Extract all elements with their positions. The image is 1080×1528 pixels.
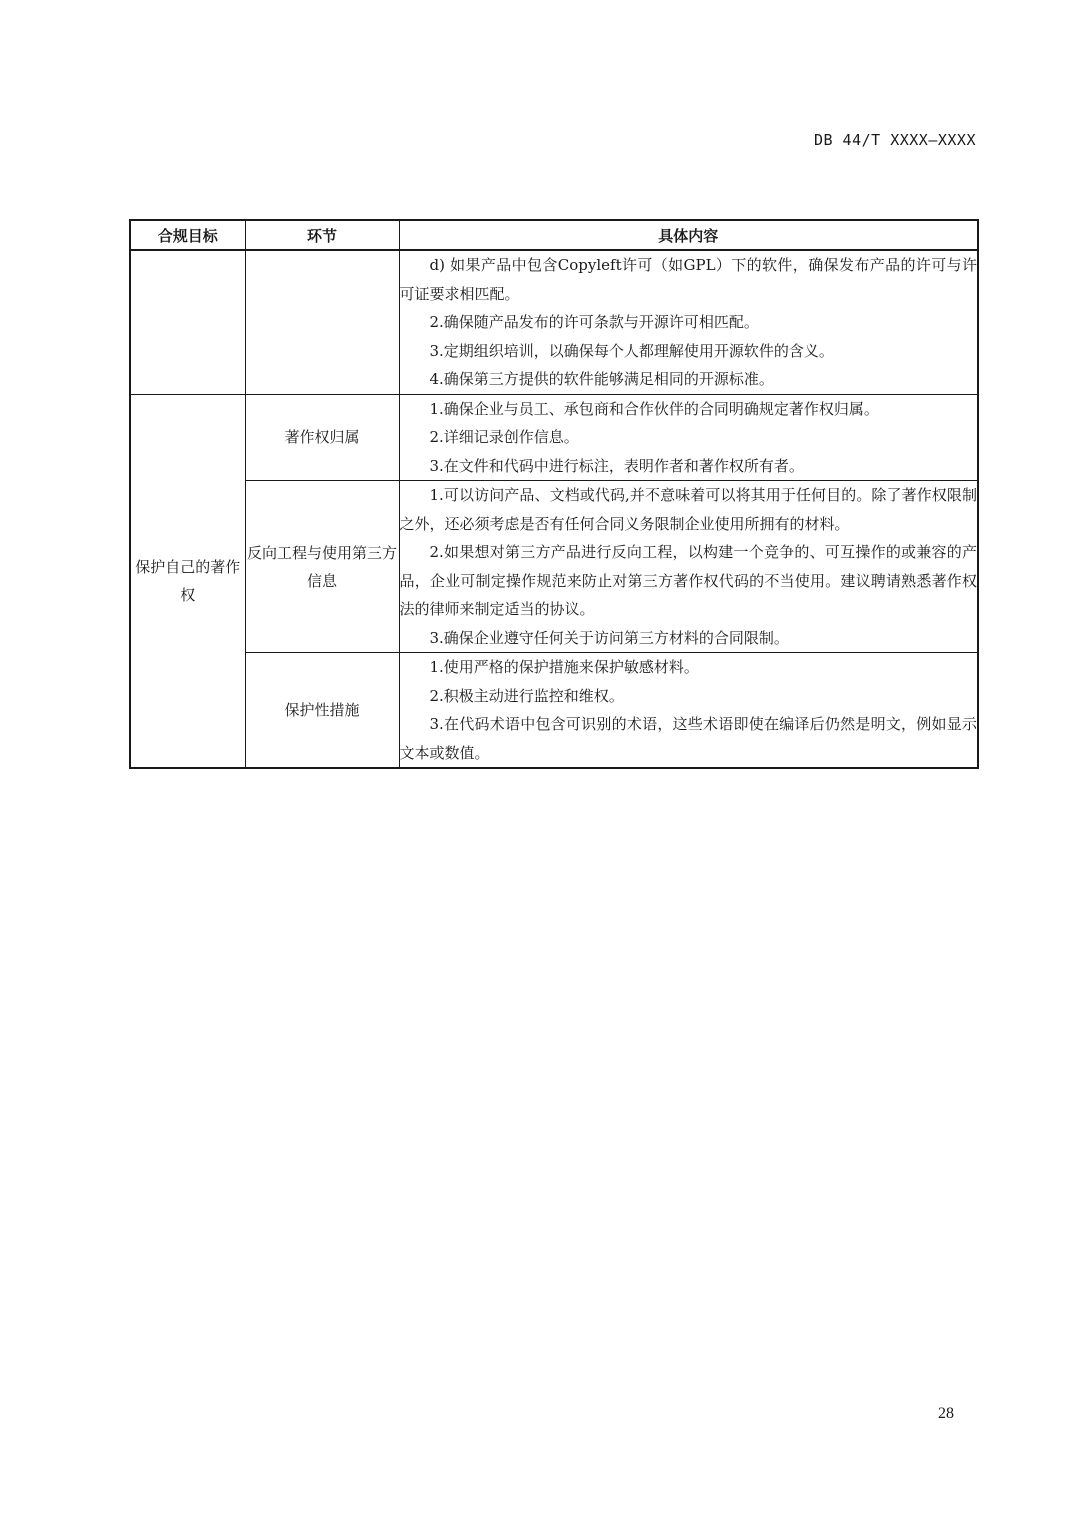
content-item: 1.可以访问产品、文档或代码,并不意味着可以将其用于任何目的。除了著作权限制之外，还必须考虑是否有任何合同义务限制企业使用所拥有的材料。 [399,486,977,533]
content-cell [399,653,978,769]
content-cell [399,394,978,481]
content-item: 3.在代码术语中包含可识别的术语，这些术语即使在编译后仍然是明文，例如显示文本或数值。 [399,715,977,762]
content-item: 1.确保企业与员工、承包商和合作伙伴的合同明确规定著作权归属。 [429,399,879,418]
header-stage: 环节 [245,220,399,250]
stage-cell-continued [245,250,399,394]
content-cell [399,250,978,394]
stage-cell-reverse-engineering: 反向工程与使用第三方信息 [245,481,399,653]
table-header-row [130,220,978,250]
content-item: 2.确保随产品发布的许可条款与开源许可相匹配。 [429,313,759,331]
document-code: DB 44/T XXXX—XXXX [813,131,976,149]
content-item: d) 如果产品中包含Copyleft许可（如GPL）下的软件，确保发布产品的许可与许可证要求相匹配。 [399,256,977,303]
stage-cell-protective-measures: 保护性措施 [245,653,399,769]
content-item: 3.确保企业遵守任何关于访问第三方材料的合同限制。 [429,628,789,647]
content-item: 1.使用严格的保护措施来保护敏感材料。 [429,658,699,676]
content-item: 4.确保第三方提供的软件能够满足相同的开源标准。 [429,370,774,388]
table-row [130,250,978,394]
content-item: 3.在文件和代码中进行标注，表明作者和著作权所有者。 [429,456,804,475]
compliance-table [129,219,979,769]
stage-cell-copyright-ownership: 著作权归属 [245,394,399,481]
content-item: 2.积极主动进行监控和维权。 [429,686,624,705]
table-row [130,481,978,653]
table-row [130,653,978,769]
header-compliance-goal: 合规目标 [130,220,245,250]
page-number: 28 [938,1405,954,1422]
content-cell [399,481,978,653]
goal-cell-continued [130,250,245,394]
header-specific-content: 具体内容 [399,220,978,250]
content-item: 2.详细记录创作信息。 [429,428,579,446]
content-item: 3.定期组织培训，以确保每个人都理解使用开源软件的含义。 [429,341,834,360]
table-row [130,394,978,481]
goal-cell-protect-copyright: 保护自己的著作权 [130,394,245,768]
content-item: 2.如果想对第三方产品进行反向工程，以构建一个竞争的、可互操作的或兼容的产品，企业可制定操作规范来防止对第三方著作权代码的不当使用。建议聘请熟悉著作权法的律师来制定适当的协议。 [399,543,977,618]
